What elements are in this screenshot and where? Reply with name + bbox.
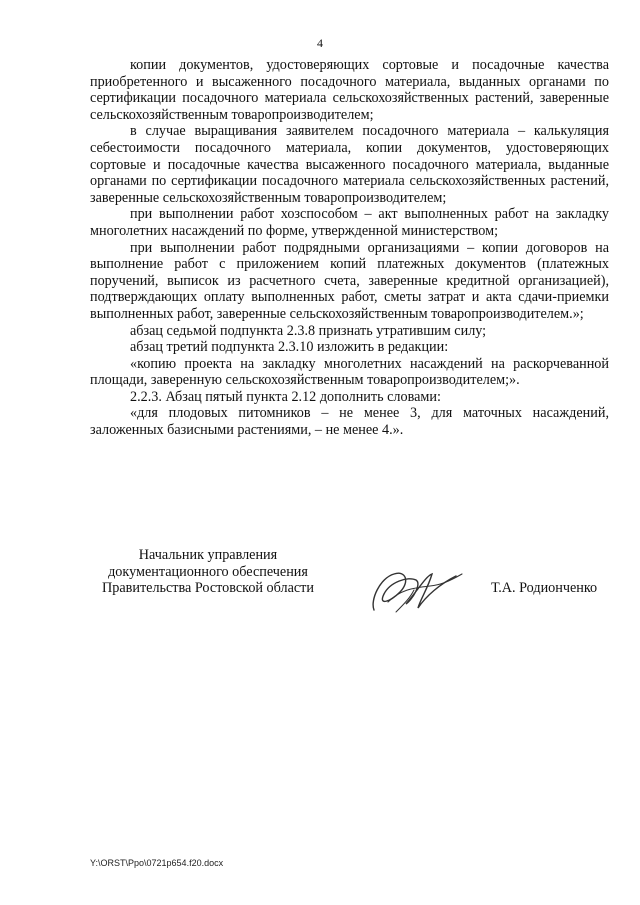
handwritten-signature — [360, 560, 470, 620]
signatory-title — [88, 547, 328, 597]
paragraph: при выполнении работ подрядными организациями – копии договоров на выполнение работ с приложением копий платежных документов (платежных поручений, выписок из расчетного счета, заверенные кредитной организацией), подтверждающих оплату выполненных работ, сметы затрат и акта сдачи-приемки выполненных работ, заверенные сельскохозяйственным товаропроизводителем.»; — [90, 239, 609, 322]
signatory-title-line: документационного обеспечения — [108, 563, 308, 580]
page-number: 4 — [317, 36, 323, 50]
signatory-title-line: Начальник управления — [138, 547, 278, 563]
document-body — [90, 57, 609, 439]
signatory-name: Т.А. Родионченко — [491, 580, 598, 596]
paragraph: «для плодовых питомников – не менее 3, для маточных насаждений, заложенных базисными растениями, – не менее 4.». — [90, 405, 609, 439]
signatory-title-line: Правительства Ростовской области — [102, 580, 314, 597]
paragraph: абзац третий подпункта 2.3.10 изложить в редакции: — [130, 339, 449, 356]
paragraph: 2.2.3. Абзац пятый пункта 2.12 дополнить словами: — [130, 388, 441, 405]
paragraph: копии документов, удостоверяющих сортовые и посадочные качества приобретенного и высаженного посадочного материала, выданных органами по сертификации посадочного материала сельскохозяйственных растений, заверенные сельскохозяйственным товаропроизводителем; — [90, 57, 609, 123]
paragraph: в случае выращивания заявителем посадочного материала – калькуляция себестоимости посадочного материала, копии документов, удостоверяющих сортовые и посадочные качества высаженного посадочного материала, выданные органами по сертификации посадочного материала сельскохозяйственных растений, заверенные сельскохозяйственным товаропроизводителем; — [90, 123, 609, 206]
paragraph: «копию проекта на закладку многолетних насаждений на раскорчеванной площади, заверенную сельскохозяйственным товаропроизводителем;». — [90, 355, 609, 389]
paragraph: при выполнении работ хозспособом – акт выполненных работ на закладку многолетних насаждений по форме, утвержденной министерством; — [90, 206, 609, 239]
file-path-footer: Y:\ORST\Ppo\0721p654.f20.docx — [90, 858, 224, 868]
paragraph: абзац седьмой подпункта 2.3.8 признать утратившим силу; — [130, 322, 487, 339]
